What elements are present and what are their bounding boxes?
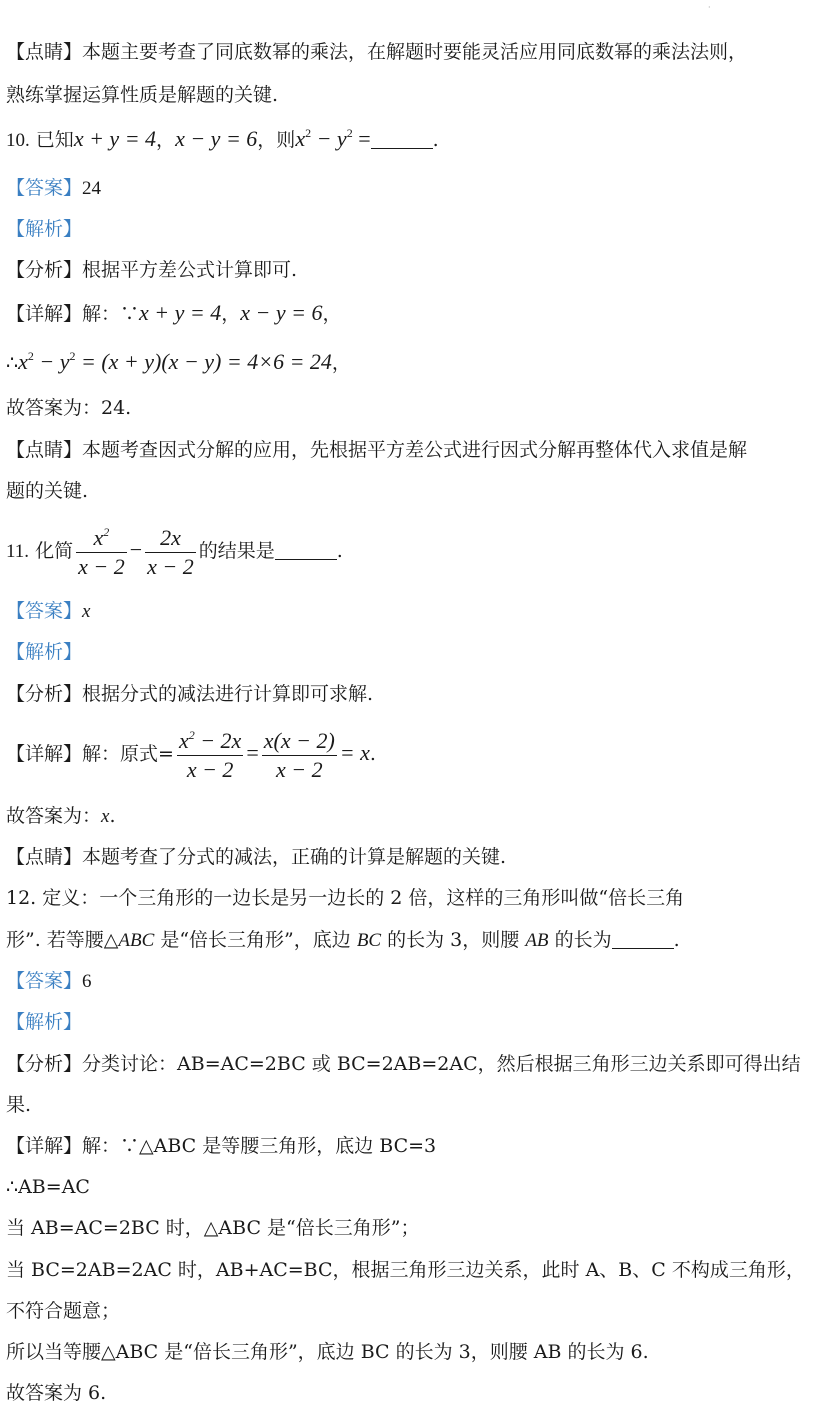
q11-comment-line — [6, 845, 506, 869]
q11-fenxi: 根据分式的减法进行计算即可求解. — [82, 683, 374, 705]
q10-comment-text: 本题考查因式分解的应用，先根据平方差公式进行因式分解再整体代入求值是解 — [82, 439, 748, 461]
q12-step4: 不符合题意； — [6, 1300, 121, 1322]
q12-xiangjie-line — [6, 1134, 436, 1158]
q11-f2-den: x − 2 — [147, 553, 194, 579]
q11-answer-blank — [275, 541, 337, 560]
q12-fenxi-line2: 果. — [6, 1094, 32, 1116]
q10-analysis-label: 【解析】 — [6, 218, 83, 240]
q11-conclusion — [6, 804, 116, 829]
q11-f1-den: x − 2 — [78, 553, 125, 579]
q10-stem-a: 已知 — [35, 129, 74, 151]
q10-question — [6, 127, 439, 153]
q11-g1-num: $x^2 - 2x$ — [177, 727, 243, 756]
q10-step-m: − y — [33, 349, 70, 374]
q12-answer: 6 — [82, 971, 92, 992]
q11-g-fraction-2 — [262, 727, 337, 784]
q11-comment-text: 本题考查了分式的减法，正确的计算是解题的关键. — [82, 846, 507, 868]
q10-step-therefore: ∴ — [6, 352, 19, 374]
q10-comment-label: 【点睛】 — [6, 439, 83, 461]
q11-xiangjie — [6, 722, 376, 785]
q11-g-fraction-1 — [177, 727, 243, 784]
q10-answer: 24 — [82, 178, 102, 199]
q10-cond1: x + y = 4 — [73, 126, 157, 151]
q10-comment-line2: 题的关键. — [6, 480, 89, 502]
q10-exp2: 2 — [346, 126, 353, 140]
q10-step-x: x — [18, 349, 28, 374]
q11-f2-num: 2x — [145, 524, 196, 553]
q12-conclusion: 故答案为 6. — [6, 1382, 107, 1404]
q11-conclusion-end: . — [109, 805, 116, 827]
q12-answer-blank — [612, 930, 674, 949]
q11-fenxi-label: 【分析】 — [6, 683, 83, 705]
q10-xiangjie-a: 解：∵ — [82, 303, 140, 325]
q10-xiangjie-line — [6, 301, 342, 326]
q11-conclusion-x: x — [101, 806, 110, 827]
q9-comment-text: 本题主要考查了同底数幂的乘法，在解题时要能灵活应用同底数幂的乘法法则， — [82, 41, 748, 63]
q12-step3: 当 BC=2AB=2AC 时，AB+AC=BC，根据三角形三边关系，此时 A、B、C 不构成三角形， — [6, 1259, 805, 1281]
q10-fenxi-line — [6, 258, 297, 282]
q10-comment-line1 — [6, 438, 747, 462]
q12-l2-d: 的长为 — [548, 929, 612, 951]
q12-fenxi-line1 — [6, 1052, 801, 1076]
q10-step-end: ， — [331, 352, 351, 374]
q10-exp: 2 — [305, 126, 312, 140]
q11-fraction-2 — [145, 524, 196, 581]
q12-answer-line — [6, 969, 92, 994]
q11-xiangjie-label: 【详解】 — [6, 743, 83, 765]
q11-stem: 化简 — [35, 540, 74, 562]
q11-eq1: = — [246, 740, 259, 765]
q10-answer-label: 【答案】 — [6, 177, 83, 199]
q10-step-e2: 2 — [69, 349, 76, 363]
q10-step-e1: 2 — [27, 349, 34, 363]
q12-xiangjie-label: 【详解】 — [6, 1135, 83, 1157]
corner-mark: · — [708, 3, 711, 12]
q12-fenxi-text: 分类讨论：AB=AC=2BC 或 BC=2AB=2AC，然后根据三角形三边关系即可得出结 — [82, 1053, 801, 1075]
q11-answer: x — [82, 601, 91, 622]
q11-analysis-label: 【解析】 — [6, 641, 83, 663]
q10-answer-blank — [371, 130, 433, 149]
q11-number: 11. — [6, 541, 30, 562]
q10-minus: − y — [311, 126, 347, 151]
q11-answer-line — [6, 599, 90, 624]
q9-comment-label: 【点睛】 — [6, 41, 83, 63]
q10-xiangjie-sep: ， — [221, 303, 241, 325]
q10-number: 10. — [6, 130, 30, 151]
q10-xiangjie-c1: x + y = 4 — [139, 300, 222, 325]
q11-question — [6, 520, 343, 582]
q11-g2-num: x(x − 2) — [262, 727, 337, 756]
q11-fenxi-line — [6, 682, 373, 706]
q12-question-line2 — [6, 928, 680, 953]
q10-xiangjie-end: ， — [322, 303, 342, 325]
q10-answer-line — [6, 176, 101, 201]
q12-step1: ∴AB=AC — [6, 1176, 90, 1198]
q11-xiangjie-end: . — [369, 743, 376, 765]
q11-g1-den: x − 2 — [186, 756, 234, 782]
q11-answer-label: 【答案】 — [6, 600, 83, 622]
q10-step — [6, 350, 351, 375]
q11-stem-tail: 的结果是 — [198, 540, 275, 562]
q11-comment-label: 【点睛】 — [6, 846, 83, 868]
q12-l2-ab: AB — [525, 930, 549, 951]
q10-end: . — [432, 129, 439, 151]
q9-comment-line2: 熟练掌握运算性质是解题的关键. — [6, 84, 279, 106]
q11-end: . — [336, 540, 343, 562]
q12-analysis-label: 【解析】 — [6, 1011, 83, 1033]
q11-minus: − — [129, 537, 143, 562]
q10-fenxi-label: 【分析】 — [6, 259, 83, 281]
q12-fenxi-label: 【分析】 — [6, 1053, 83, 1075]
q10-conclusion: 故答案为：24. — [6, 397, 132, 419]
q12-l2-abc: ABC — [118, 930, 155, 951]
q12-l2-b: 是“倍长三角形”，底边 — [154, 929, 357, 951]
q12-answer-label: 【答案】 — [6, 970, 83, 992]
q10-xiangjie-label: 【详解】 — [6, 303, 83, 325]
q12-l2-c: 的长为 3，则腰 — [381, 929, 526, 951]
q10-eq: = — [352, 126, 371, 151]
q10-expr: x — [295, 126, 306, 151]
q11-conclusion-a: 故答案为： — [6, 805, 102, 827]
q12-l2-end: . — [673, 929, 680, 951]
q10-fenxi: 根据平方差公式计算即可. — [82, 259, 298, 281]
q11-eq2: = x — [339, 740, 370, 765]
q10-cond2: x − y = 6 — [175, 126, 258, 151]
q10-stem-b: ，则 — [257, 129, 296, 151]
q12-l2-bc: BC — [356, 930, 382, 951]
q11-g2-den: x − 2 — [275, 756, 323, 782]
q12-step2: 当 AB=AC=2BC 时，△ABC 是“倍长三角形”； — [6, 1217, 420, 1239]
q12-step5: 所以当等腰△ABC 是“倍长三角形”，底边 BC 的长为 3，则腰 AB 的长为 6. — [6, 1341, 649, 1363]
q10-xiangjie-c2: x − y = 6 — [240, 300, 323, 325]
q12-l2-a: 形”. 若等腰△ — [6, 929, 119, 951]
q10-step-rest: = (x + y)(x − y) = 4×6 = 24 — [75, 349, 332, 374]
q10-sep: ， — [156, 129, 176, 151]
q9-comment-line1 — [6, 40, 747, 64]
q11-f1-num: $x^2$ — [76, 524, 127, 553]
q11-fraction-1 — [76, 524, 127, 581]
q11-xiangjie-a: 解：原式= — [82, 743, 174, 765]
q12-question-line1: 12. 定义：一个三角形的一边长是另一边长的 2 倍，这样的三角形叫做“倍长三角 — [6, 887, 685, 909]
q12-xiangjie-text: 解：∵△ABC 是等腰三角形，底边 BC=3 — [82, 1135, 437, 1157]
